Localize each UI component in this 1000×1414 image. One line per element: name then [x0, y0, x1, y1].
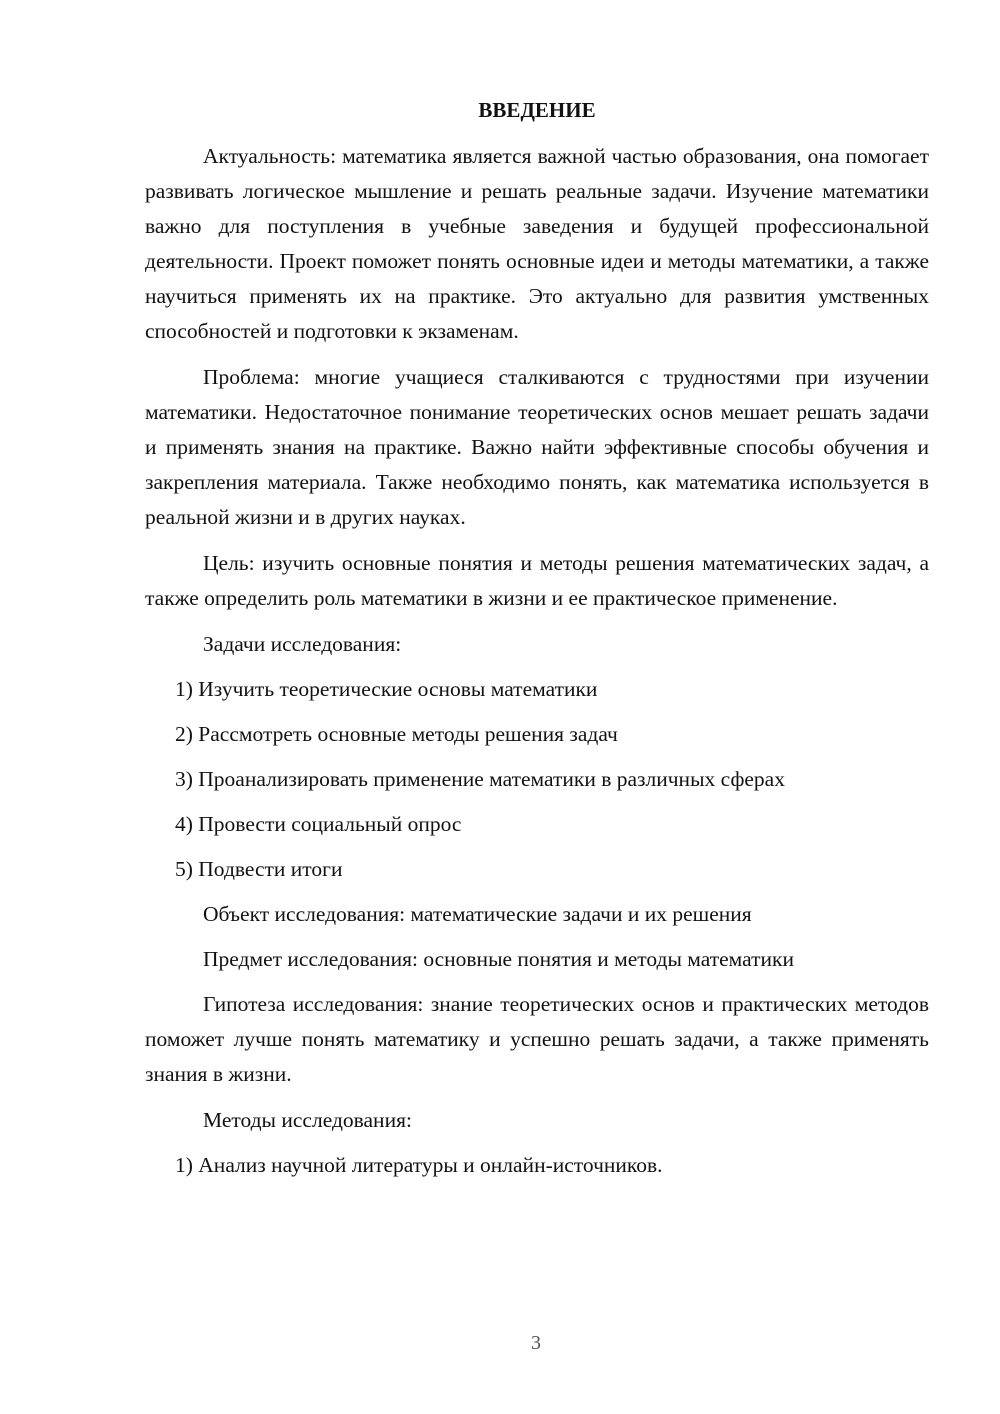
tasks-heading: Задачи исследования: [203, 632, 402, 656]
research-subject: Предмет исследования: основные понятия и методы математики [203, 947, 794, 971]
hypothesis-paragraph: Гипотеза исследования: знание теоретических основ и практических методов поможет лучше понять математику и успешно решать задачи, а также применять знания в жизни. [145, 992, 929, 1086]
page-number: 3 [531, 1332, 541, 1354]
task-item: 5) Подвести итоги [175, 857, 343, 881]
tasks-list [145, 672, 929, 887]
task-item: 2) Рассмотреть основные методы решения задач [175, 722, 618, 746]
goal-paragraph: Цель: изучить основные понятия и методы решения математических задач, а также определить роль математики в жизни и ее практическое применение. [145, 551, 929, 610]
problem-paragraph: Проблема: многие учащиеся сталкиваются с трудностями при изучении математики. Недостаточное понимание теоретических основ мешает решать задачи и применять знания на практике. Важно найти эффективные способы обучения и закрепления материала. Также необходимо понять, как математика используется в реальной жизни и в других науках. [145, 365, 929, 529]
task-item: 1) Изучить теоретические основы математики [175, 677, 598, 701]
method-item: 1) Анализ научной литературы и онлайн-источников. [175, 1153, 663, 1177]
methods-list [145, 1148, 929, 1183]
page-title: ВВЕДЕНИЕ [478, 98, 596, 122]
page-content [145, 96, 929, 1193]
methods-heading: Методы исследования: [203, 1108, 412, 1132]
research-object: Объект исследования: математические задачи и их решения [203, 902, 752, 926]
relevance-paragraph: Актуальность: математика является важной частью образования, она помогает развивать логическое мышление и решать реальные задачи. Изучение математики важно для поступления в учебные заведения и будущей профессиональной деятельности. Проект поможет понять основные идеи и методы математики, а также научиться применять их на практике. Это актуально для развития умственных способностей и подготовки к экзаменам. [145, 144, 929, 343]
task-item: 3) Проанализировать применение математики в различных сферах [175, 767, 785, 791]
task-item: 4) Провести социальный опрос [175, 812, 462, 836]
